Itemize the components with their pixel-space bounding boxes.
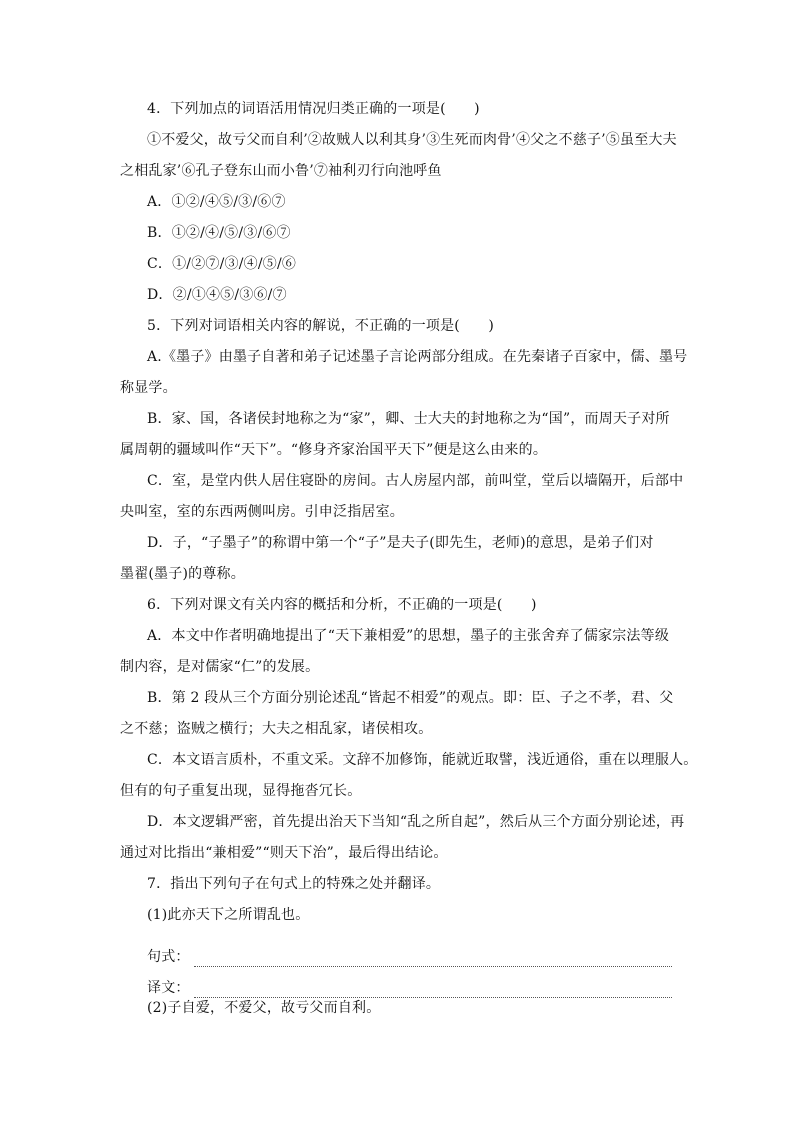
question-4-option-d: D．②/①④⑤/③⑥/⑦	[147, 287, 287, 303]
question-5-option-d-cont: 墨翟(墨子)的尊称。	[120, 566, 245, 582]
sentence-pattern-label: 句式：	[147, 949, 190, 965]
question-4-sentences-cont: 之相乱家’⑥孔子登东山而小鲁’⑦袖利刃行向池呼鱼	[120, 163, 442, 179]
question-5-option-c-cont: 央叫室，室的东西两侧叫房。引申泛指居室。	[120, 504, 404, 520]
question-5-stem: 5．下列对词语相关内容的解说，不正确的一项是( )	[147, 318, 495, 334]
answer-line-translation[interactable]	[120, 967, 682, 998]
question-7-stem: 7．指出下列句子在句式上的特殊之处并翻译。	[147, 876, 441, 892]
question-5-option-d: D．子，“子墨子”的称谓中第一个“子”是夫子(即先生，老师)的意思，是弟子们对	[147, 535, 654, 551]
question-7-item-2: (2)子自爱，不爱父，故亏父而自利。	[147, 1000, 381, 1016]
question-6-option-c: C．本文语言质朴，不重文采。文辞不加修饰，能就近取譬，浅近通俗，重在以理服人。	[147, 752, 698, 768]
question-5-option-b: B．家、国，各诸侯封地称之为“家”，卿、士大夫的封地称之为“国”，而周天子对所	[147, 411, 670, 427]
question-6-option-c-cont: 但有的句子重复出现，显得拖沓冗长。	[120, 783, 362, 799]
question-5-option-c: C．室，是堂内供人居住寝卧的房间。古人房屋内部，前叫堂，堂后以墙隔开，后部中	[147, 473, 684, 489]
question-5-option-b-cont: 属周朝的疆域叫作“天下”。“修身齐家治国平天下”便是这么由来的。	[120, 442, 548, 458]
question-6-option-d: D．本文逻辑严密，首先提出治天下当知“乱之所自起”，然后从三个方面分别论述，再	[147, 814, 685, 830]
question-4-option-a: A．①②/④⑤/③/⑥⑦	[147, 194, 286, 210]
question-6-option-a: A．本文中作者明确地提出了“天下兼相爱”的思想，墨子的主张舍弃了儒家宗法等级	[147, 628, 670, 644]
question-5-option-a-cont: 称显学。	[120, 380, 177, 396]
answer-blank-rule	[194, 985, 672, 998]
answer-line-sentence-pattern[interactable]	[120, 936, 682, 967]
question-4-stem: 4．下列加点的词语活用情况归类正确的一项是( )	[147, 101, 480, 117]
question-6-option-b-cont: 之不慈；盗贼之横行；大夫之相乱家，诸侯相攻。	[120, 721, 433, 737]
question-6-stem: 6．下列对课文有关内容的概括和分析，不正确的一项是( )	[147, 597, 537, 613]
question-4-option-c: C．①/②⑦/③/④/⑤/⑥	[147, 256, 297, 272]
question-5-option-a: A.《墨子》由墨子自著和弟子记述墨子言论两部分组成。在先秦诸子百家中，儒、墨号	[147, 349, 688, 365]
question-4-sentences: ①不爱父，故亏父而自利’②故贼人以利其身’③生死而肉骨’④父之不慈子’⑤虽至大夫	[147, 132, 677, 148]
question-7-item-1: (1)此亦天下之所谓乱也。	[147, 907, 310, 923]
question-6-option-d-cont: 通过对比指出“兼相爱”“则天下治”，最后得出结论。	[120, 845, 448, 861]
answer-blank-rule	[194, 954, 672, 967]
question-content	[120, 99, 698, 1029]
translation-label: 译文：	[147, 980, 190, 996]
question-6-option-b: B．第 2 段从三个方面分别论述乱“皆起不相爱”的观点。即：臣、子之不孝，君、父	[147, 690, 674, 706]
question-4-option-b: B．①②/④/⑤/③/⑥⑦	[147, 225, 291, 241]
question-6-option-a-cont: 制内容，是对儒家“仁”的发展。	[120, 659, 320, 675]
